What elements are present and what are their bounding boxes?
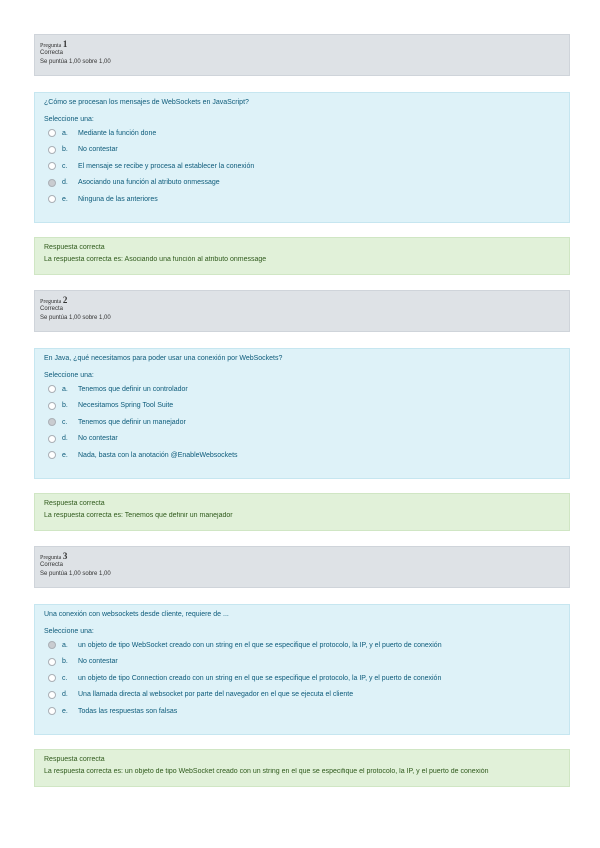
right-answer: La respuesta correcta es: Tenemos que definir un manejador	[44, 512, 233, 519]
option-e[interactable]: e. Nada, basta con la anotación @EnableWebsockets	[44, 447, 560, 464]
feedback-box	[34, 749, 570, 787]
option-b[interactable]: b. No contestar	[44, 654, 560, 671]
feedback-title: Respuesta correcta	[44, 244, 105, 251]
option-d[interactable]: d. Una llamada directa al websocket por parte del navegador en el que se ejecuta el cliente	[44, 687, 560, 704]
question-content	[34, 92, 570, 223]
option-e[interactable]: e. Ninguna de las anteriores	[44, 191, 560, 208]
radio-button-checked[interactable]	[48, 641, 56, 649]
option-d[interactable]: d. No contestar	[44, 431, 560, 448]
feedback-box	[34, 237, 570, 275]
option-c[interactable]: c. El mensaje se recibe y procesa al establecer la conexión	[44, 158, 560, 175]
radio-button[interactable]	[48, 674, 56, 682]
question-grade: Se puntúa 1,00 sobre 1,00	[40, 315, 111, 321]
radio-button[interactable]	[48, 385, 56, 393]
question-content	[34, 348, 570, 479]
answer-options	[44, 381, 560, 464]
right-answer: La respuesta correcta es: Asociando una función al atributo onmessage	[44, 256, 267, 263]
option-b[interactable]: b. Necesitamos Spring Tool Suite	[44, 398, 560, 415]
right-answer: La respuesta correcta es: un objeto de tipo WebSocket creado con un string en el que se especifique el protocolo, la IP, y el puerto de conexión	[44, 768, 489, 775]
answer-prompt: Seleccione una:	[44, 372, 94, 379]
question-info	[34, 290, 570, 332]
question-info	[34, 546, 570, 588]
radio-button[interactable]	[48, 707, 56, 715]
question-text: Una conexión con websockets desde cliente, requiere de ...	[44, 611, 229, 618]
question-grade: Se puntúa 1,00 sobre 1,00	[40, 59, 111, 65]
radio-button[interactable]	[48, 195, 56, 203]
answer-options	[44, 125, 560, 208]
radio-button-checked[interactable]	[48, 418, 56, 426]
feedback-title: Respuesta correcta	[44, 756, 105, 763]
question-number: Pregunta 1	[40, 39, 68, 49]
question-text: En Java, ¿qué necesitamos para poder usar una conexión por WebSockets?	[44, 355, 283, 362]
option-c[interactable]: c. Tenemos que definir un manejador	[44, 414, 560, 431]
radio-button[interactable]	[48, 402, 56, 410]
question-info	[34, 34, 570, 76]
question-content	[34, 604, 570, 735]
option-b[interactable]: b. No contestar	[44, 142, 560, 159]
radio-button[interactable]	[48, 435, 56, 443]
radio-button[interactable]	[48, 129, 56, 137]
radio-button[interactable]	[48, 658, 56, 666]
question-state: Correcta	[40, 50, 64, 56]
radio-button-checked[interactable]	[48, 179, 56, 187]
feedback-title: Respuesta correcta	[44, 500, 105, 507]
question-text: ¿Cómo se procesan los mensajes de WebSockets en JavaScript?	[44, 99, 249, 106]
question-number: Pregunta 2	[40, 295, 68, 305]
option-d[interactable]: d. Asociando una función al atributo onmessage	[44, 175, 560, 192]
question-number: Pregunta 3	[40, 551, 68, 561]
option-c[interactable]: c. un objeto de tipo Connection creado con un string en el que se especifique el protocolo, la IP, y el puerto de conexión	[44, 670, 560, 687]
answer-options	[44, 637, 560, 720]
option-a[interactable]: a. Mediante la función done	[44, 125, 560, 142]
radio-button[interactable]	[48, 162, 56, 170]
question-state: Correcta	[40, 306, 64, 312]
answer-prompt: Seleccione una:	[44, 116, 94, 123]
option-e[interactable]: e. Todas las respuestas son falsas	[44, 703, 560, 720]
radio-button[interactable]	[48, 146, 56, 154]
radio-button[interactable]	[48, 451, 56, 459]
option-a[interactable]: a. un objeto de tipo WebSocket creado con un string en el que se especifique el protocolo, la IP, y el puerto de conexión	[44, 637, 560, 654]
question-grade: Se puntúa 1,00 sobre 1,00	[40, 571, 111, 577]
question-state: Correcta	[40, 562, 64, 568]
feedback-box	[34, 493, 570, 531]
radio-button[interactable]	[48, 691, 56, 699]
answer-prompt: Seleccione una:	[44, 628, 94, 635]
option-a[interactable]: a. Tenemos que definir un controlador	[44, 381, 560, 398]
